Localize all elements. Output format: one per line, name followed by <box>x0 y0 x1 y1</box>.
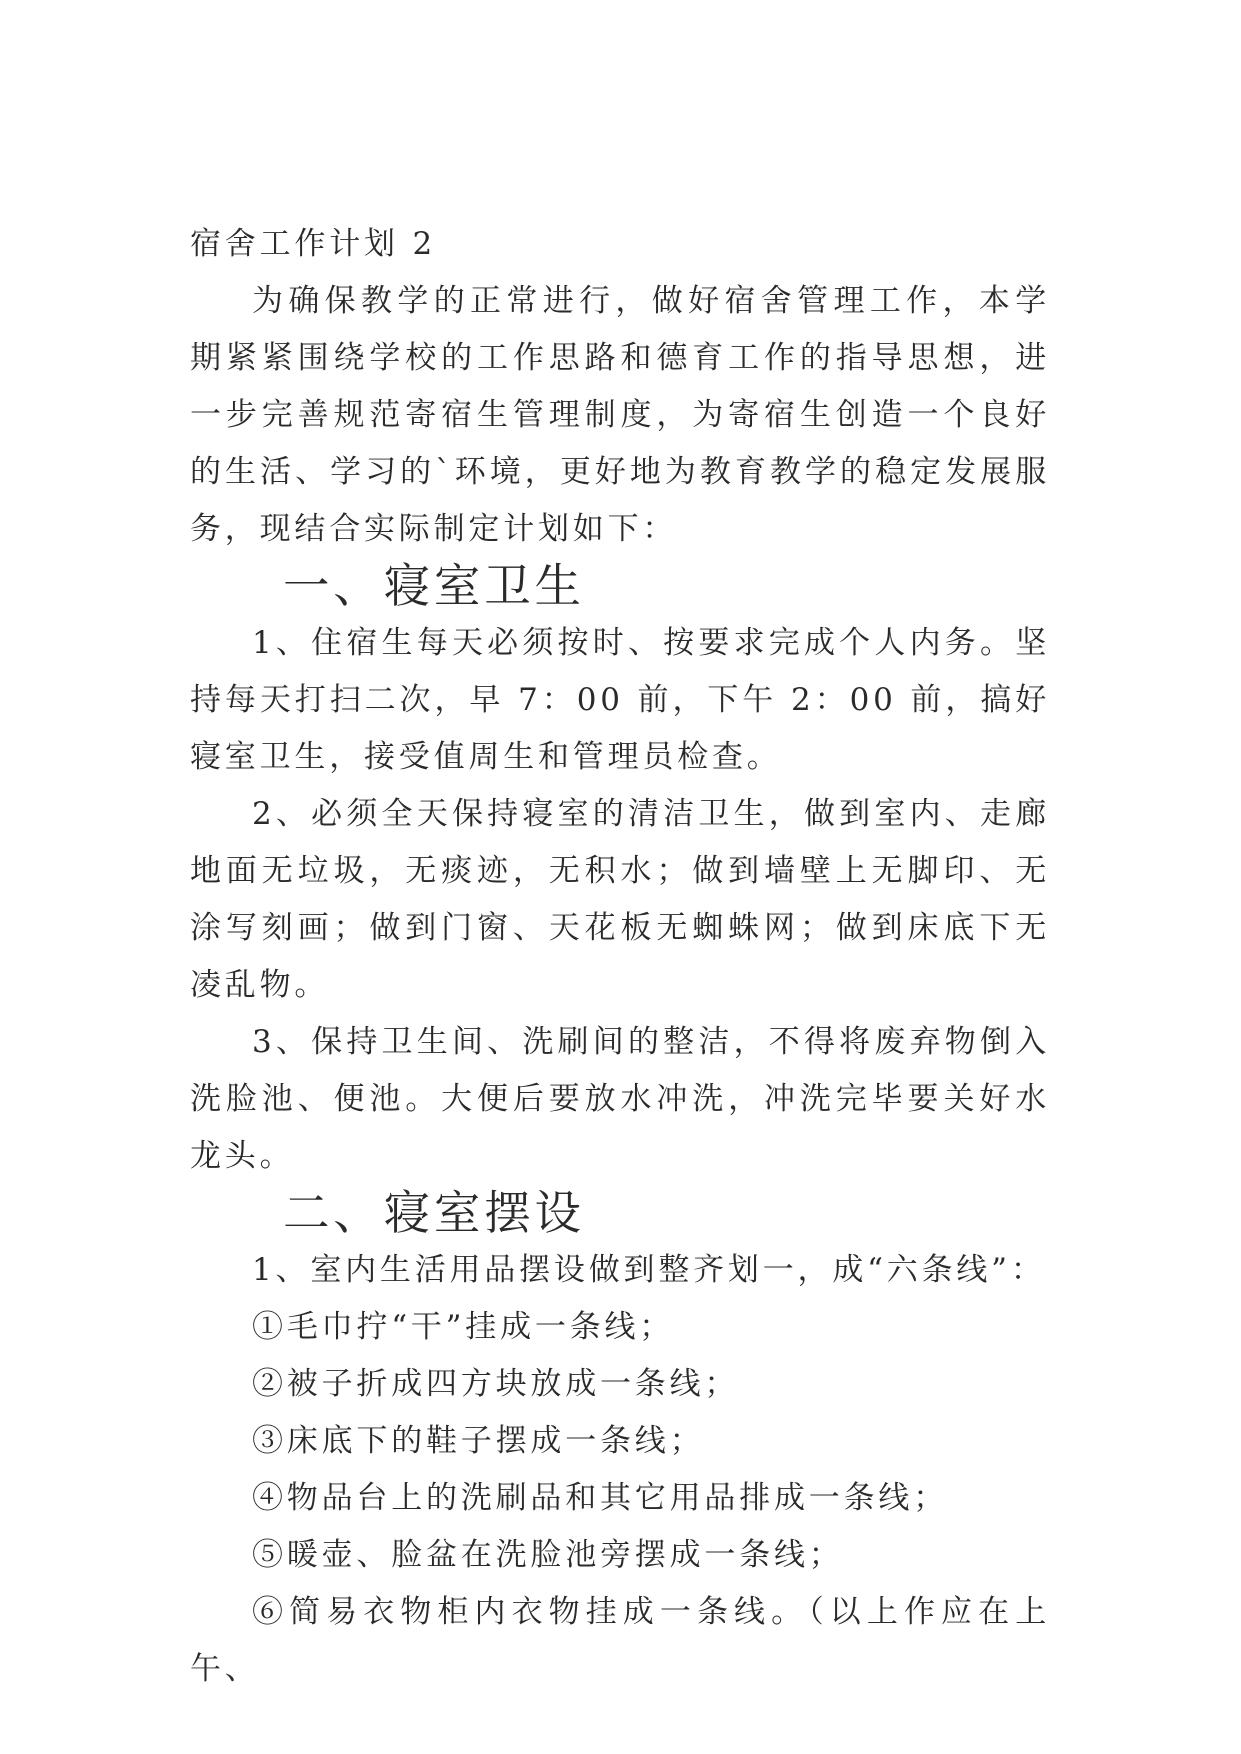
arrangement-line-5: ⑤暖壶、脸盆在洗脸池旁摆成一条线； <box>252 1537 844 1573</box>
hygiene-rule-3: 3、保持卫生间、洗刷间的整洁，不得将废弃物倒入洗脸池、便池。大便后要放水冲洗，冲洗完毕要关好水龙头。 <box>190 1024 1050 1174</box>
section-heading-dorm-arrangement: 二、寝室摆设 <box>283 1186 585 1240</box>
arrangement-line-6: ⑥简易衣物柜内衣物挂成一条线。（以上作应在上午、 <box>190 1594 1050 1687</box>
hygiene-rule-2: 2、必须全天保持寝室的清洁卫生，做到室内、走廊地面无垃圾，无痰迹，无积水；做到墙壁上无脚印、无涂写刻画；做到门窗、天花板无蜘蛛网；做到床底下无凌乱物。 <box>190 796 1050 1003</box>
intro-paragraph: 为确保教学的正常进行，做好宿舍管理工作，本学期紧紧围绕学校的工作思路和德育工作的指导思想，进一步完善规范寄宿生管理制度，为寄宿生创造一个良好的生活、学习的`环境，更好地为教育教学的稳定发展服务，现结合实际制定计划如下： <box>190 283 1050 547</box>
document-body <box>190 216 1050 1698</box>
arrangement-line-1: ①毛巾拧“干”挂成一条线； <box>252 1309 675 1345</box>
section-heading-dorm-hygiene: 一、寝室卫生 <box>283 559 585 613</box>
document-title: 宿舍工作计划 2 <box>190 226 436 262</box>
hygiene-rule-1: 1、住宿生每天必须按时、按要求完成个人内务。坚持每天打扫二次，早 7：00 前，下午 2：00 前，搞好寝室卫生，接受值周生和管理员检查。 <box>190 625 1050 775</box>
arrangement-line-4: ④物品台上的洗刷品和其它用品排成一条线； <box>252 1480 948 1516</box>
arrangement-rule-1: 1、室内生活用品摆设做到整齐划一，成“六条线”： <box>252 1252 1046 1288</box>
arrangement-line-2: ②被子折成四方块放成一条线； <box>252 1366 740 1402</box>
arrangement-line-3: ③床底下的鞋子摆成一条线； <box>252 1423 705 1459</box>
